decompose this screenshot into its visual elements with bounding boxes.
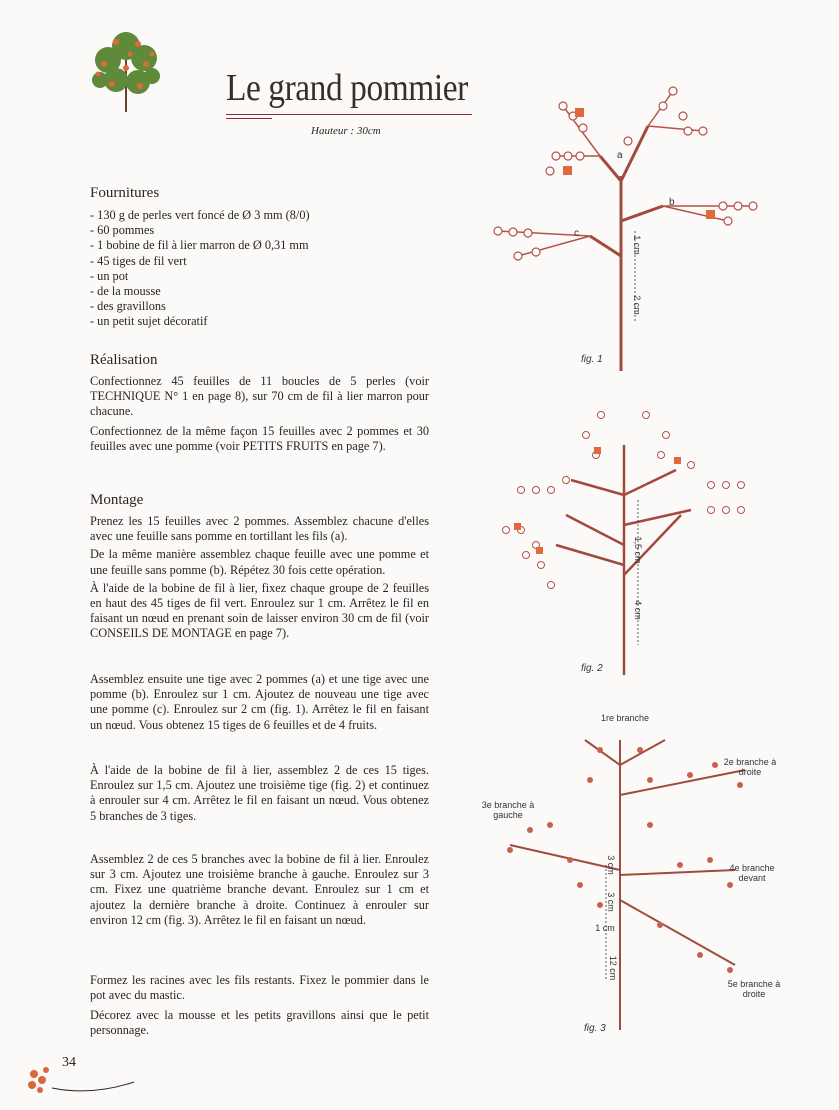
fig1-label-c: c — [574, 228, 579, 239]
fig3-label-branch-2: 2e branche à droite — [723, 757, 777, 777]
list-item: - 45 tiges de fil vert — [90, 253, 187, 268]
list-item: - des gravillons — [90, 299, 166, 314]
fig1-label-a: a — [617, 150, 623, 161]
fournitures-list — [90, 208, 420, 330]
title-underline — [226, 114, 472, 115]
fig3-label-branch-1: 1re branche — [600, 713, 650, 723]
montage-step-3: À l'aide de la bobine de fil à lier, assemblez 2 de ces 15 tiges. Enroulez sur 1,5 cm. Ajoutez une troisième tige (fig. 2) et continuez à enrouler sur 4 cm. Arrêtez le fil en faisant un nœud. Vous obtenez 5 branches de 3 tiges. — [90, 763, 429, 823]
fig1-measure-1: 1 cm — [632, 235, 642, 255]
fournitures-heading: Fournitures — [90, 185, 160, 201]
fig3-caption: fig. 3 — [584, 1023, 606, 1034]
footer-apple-ornament — [22, 1052, 142, 1102]
list-item: - 60 pommes — [90, 223, 155, 238]
paragraph: À l'aide de la bobine de fil à lier, fixez chaque groupe de 2 feuilles en haut des 45 tiges de fil vert. Enroulez sur 1 cm. Arrêtez le fil en faisant un nœud en prenant soin de laisser environ 30 cm de fil (voir CONSEILS DE MONTAGE en page 7). — [90, 580, 429, 641]
apple-tree-illustration — [86, 24, 166, 116]
page-title: Le grand pommier — [226, 67, 468, 109]
montage-step-4: Assemblez 2 de ces 5 branches avec la bobine de fil à lier. Enroulez sur 3 cm. Ajoutez une troisième branche à gauche. Enroulez sur 3 cm. Fixez une quatrième branche devant. Enroulez sur 1 cm et ajoutez la dernière branche à droite. Continuez à enrouler sur environ 12 cm (fig. 3). Arrêtez le fil en faisant un nœud. — [90, 852, 429, 927]
page-number: 34 — [62, 1055, 76, 1070]
fig3-measure-4: 12 cm — [608, 955, 618, 981]
height-subtitle: Hauteur : 30cm — [311, 125, 381, 137]
fig3-measure-3: 1 cm — [595, 923, 615, 933]
fig1-caption: fig. 1 — [581, 354, 603, 365]
fig2-measure-1: 1,5 cm — [633, 536, 643, 564]
realisation-paragraph: Confectionnez de la même façon 15 feuilles avec 2 pommes et 30 feuilles avec une pomme (voir PETITS FRUITS en page 7). — [90, 423, 429, 453]
fig3-label-branch-3: 3e branche à gauche — [481, 800, 535, 820]
fig3-measure-1: 3 cm — [606, 855, 616, 875]
fig2-measure-2: 4 cm — [633, 600, 643, 620]
list-item: - 1 bobine de fil à lier marron de Ø 0,31 mm — [90, 238, 309, 253]
title-underline-accent — [226, 118, 272, 119]
montage-step-5: Formez les racines avec les fils restants. Fixez le pommier dans le pot avec du mastic. — [90, 973, 429, 1003]
list-item: - un petit sujet décoratif — [90, 314, 208, 329]
realisation-paragraph: Confectionnez 45 feuilles de 11 boucles de 5 perles (voir TECHNIQUE N° 1 en page 8), sur 70 cm de fil à lier marron pour chacune. — [90, 374, 429, 419]
paragraph: Prenez les 15 feuilles avec 2 pommes. Assemblez chacune d'elles avec une feuille sans pomme en tortillant les fils (a). — [90, 514, 429, 544]
paragraph: De la même manière assemblez chaque feuille avec une pomme et une feuille sans pomme (b). Répétez 30 fois cette opération. — [90, 547, 429, 577]
fig3-measure-2: 3 cm — [606, 892, 616, 912]
realisation-heading: Réalisation — [90, 352, 158, 368]
list-item: - de la mousse — [90, 284, 161, 299]
montage-step-6: Décorez avec la mousse et les petits gravillons ainsi que le petit personnage. — [90, 1008, 429, 1038]
list-item: - 130 g de perles vert foncé de Ø 3 mm (8/0) — [90, 208, 310, 222]
montage-step-2: Assemblez ensuite une tige avec 2 pommes (a) et une tige avec une pomme (b). Enroulez sur 1 cm. Ajoutez de nouveau une tige avec une pomme (c). Enroulez sur 2 cm (fig. 1). Arrêtez le fil en faisant un nœud. Vous obtenez 15 tiges de 6 feuilles et de 4 fruits. — [90, 672, 429, 732]
fig2-diagram — [496, 405, 766, 680]
montage-heading: Montage — [90, 492, 144, 508]
fig3-label-branch-5: 5e branche à droite — [727, 979, 781, 999]
fig1-measure-2: 2 cm — [632, 295, 642, 315]
fig2-caption: fig. 2 — [581, 663, 603, 674]
list-item: - un pot — [90, 268, 129, 283]
montage-step-1 — [90, 514, 429, 642]
realisation-body — [90, 374, 429, 454]
fig1-label-b: b — [669, 197, 675, 208]
fig3-label-branch-4: 4e branche devant — [729, 863, 775, 883]
